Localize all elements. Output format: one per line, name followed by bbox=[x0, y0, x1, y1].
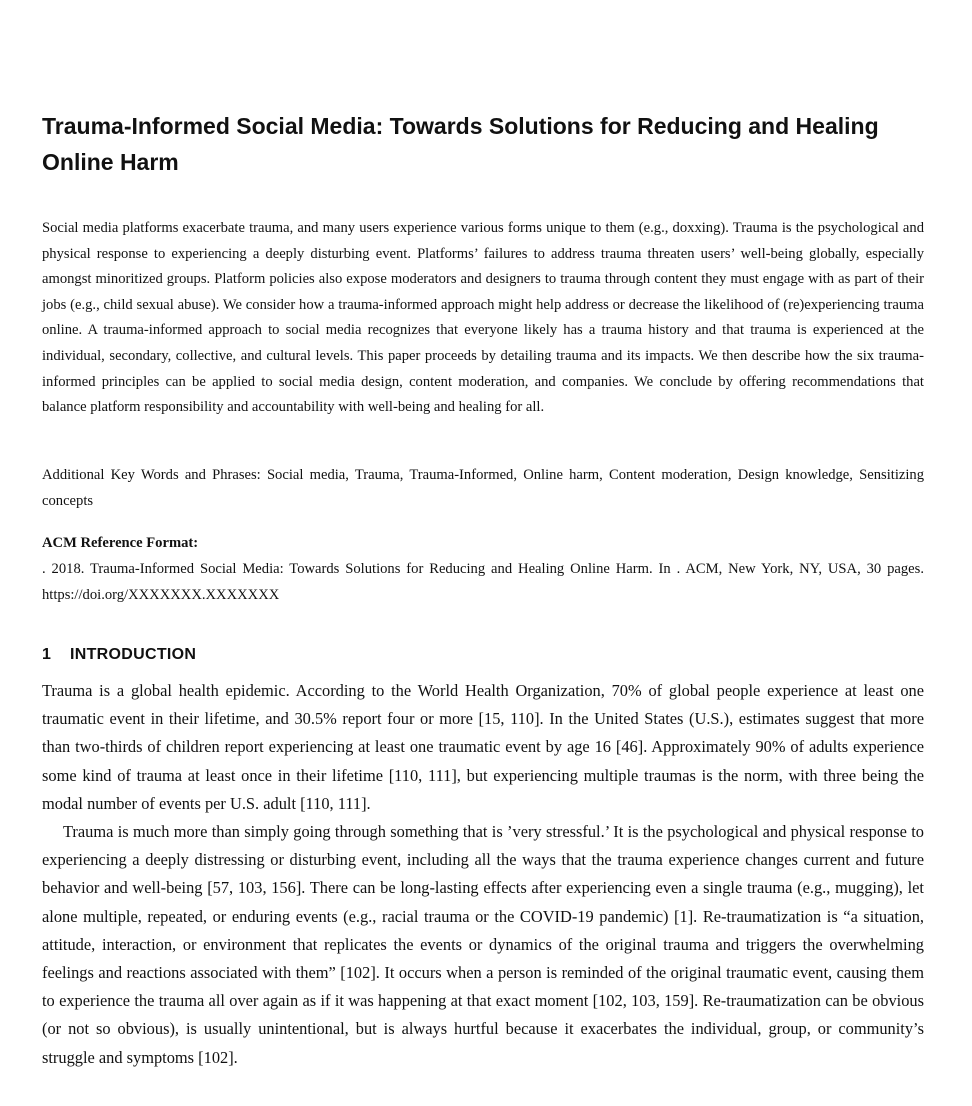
section-title: INTRODUCTION bbox=[70, 646, 197, 663]
section-number: 1 bbox=[42, 646, 52, 663]
abstract: Social media platforms exacerbate trauma, and many users experience various forms unique to them (e.g., doxxing). Trauma is the psychological and physical response to experiencing a deeply disturbing event. Platforms’ failures to address trauma threaten users’ well-being globally, especially amongst minoritized groups. Platform policies also expose moderators and designers to trauma through content they must engage with as part of their jobs (e.g., child sexual abuse). We consider how a trauma-informed approach might help address or decrease the likelihood of (re)experiencing trauma online. A trauma-informed approach to social media recognizes that everyone likely has a trauma history and that trauma is experienced at the individual, secondary, collective, and cultural levels. This paper proceeds by detailing trauma and its impacts. We then describe how the six trauma-informed principles can be applied to social media design, content moderation, and companies. We conclude by offering recommendations that balance platform responsibility and accountability with well-being and healing for all. bbox=[42, 220, 924, 416]
keywords: Additional Key Words and Phrases: Social media, Trauma, Trauma-Informed, Online harm, Content moderation, Design knowledge, Sensitizing concepts bbox=[42, 467, 924, 509]
body-paragraph-2: Trauma is much more than simply going through something that is ’very stressful.’ It is the psychological and physical response to experiencing a deeply distressing or disturbing event, including all the ways that the trauma experience changes current and future behavior and well-being [57, 103, 156]. There can be long-lasting effects after experiencing even a single trauma (e.g., mugging), let alone multiple, repeated, or enduring events (e.g., racial trauma or the COVID-19 pandemic) [1]. Re-traumatization is “a situation, attitude, interaction, or environment that replicates the events or dynamics of the original trauma and triggers the overwhelming feelings and reactions associated with them” [102]. It occurs when a person is reminded of the original traumatic event, causing them to experience the trauma all over again as if it was happening at that exact moment [102, 103, 159]. Re-traumatization can be obvious (or not so obvious), is usually unintentional, but is always hurtful because it exacerbates the individual, group, or community’s struggle and symptoms [102]. bbox=[42, 822, 924, 1067]
acm-reference-citation: . 2018. Trauma-Informed Social Media: Towards Solutions for Reducing and Healing Online Harm. In . ACM, New York, NY, USA, 30 pages. https://doi.org/XXXXXXX.XXXXXXX bbox=[42, 561, 924, 603]
paper-title: Trauma-Informed Social Media: Towards Solutions for Reducing and Healing Online Harm bbox=[42, 113, 879, 175]
body-paragraph-1: Trauma is a global health epidemic. According to the World Health Organization, 70% of global people experience at least one traumatic event in their lifetime, and 30.5% report four or more [15, 110]. In the United States (U.S.), estimates suggest that more than two-thirds of children report experiencing at least one traumatic event by age 16 [46]. Approximately 90% of adults experience some kind of trauma at least once in their lifetime [110, 111], but experiencing multiple traumas is the norm, with three being the modal number of events per U.S. adult [110, 111]. bbox=[42, 681, 924, 813]
section-heading bbox=[42, 643, 924, 667]
acm-reference-heading: ACM Reference Format: bbox=[42, 535, 199, 551]
